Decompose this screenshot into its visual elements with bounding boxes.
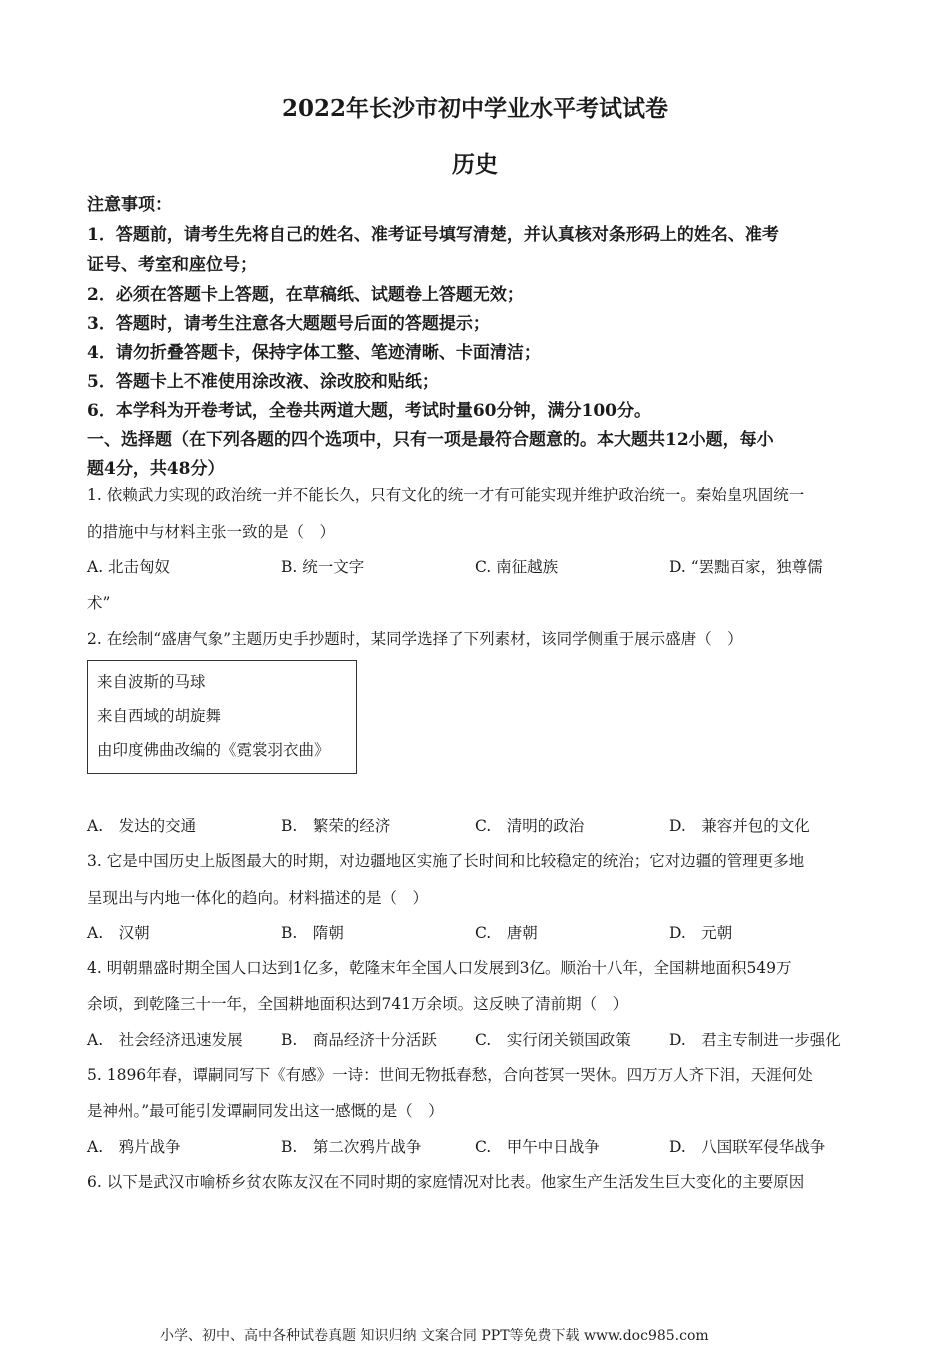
- option-b: B. 第二次鸦片战争: [281, 1138, 422, 1156]
- option-d: D. 八国联军侵华战争: [669, 1138, 826, 1156]
- subject-title: 历史: [452, 151, 498, 178]
- option-b: B. 隋朝: [281, 924, 344, 942]
- notice-item: 6．本学科为开卷考试，全卷共两道大题，考试时量60分钟，满分100分。: [87, 401, 651, 421]
- question-stem: 的措施中与材料主张一致的是（ ）: [87, 523, 336, 541]
- material-line: 由印度佛曲改编的《霓裳羽衣曲》: [97, 741, 330, 759]
- question-stem: 5. 1896年春，谭嗣同写下《有感》一诗：世间无物抵春愁，合向苍冥一哭休。四万万人齐下泪，天涯何处: [87, 1066, 813, 1084]
- notice-item: 1．答题前，请考生先将自己的姓名、准考证号填写清楚，并认真核对条形码上的姓名、准考: [87, 225, 779, 245]
- page-footer: 小学、初中、高中各种试卷真题 知识归纳 文案合同 PPT等免费下载 www.doc985.com: [160, 1328, 709, 1344]
- notice-item: 5．答题卡上不准使用涂改液、涂改胶和贴纸；: [87, 372, 439, 392]
- option-a: A. 汉朝: [87, 924, 150, 942]
- notice-item: 证号、考室和座位号；: [87, 255, 257, 275]
- option-b: B. 商品经济十分活跃: [281, 1031, 437, 1049]
- question-stem: 6. 以下是武汉市喻桥乡贫农陈友汉在不同时期的家庭情况对比表。他家生产生活发生巨大变化的主要原因: [87, 1173, 805, 1191]
- notice-item: 3．答题时，请考生注意各大题题号后面的答题提示；: [87, 314, 490, 334]
- option-b: B. 统一文字: [281, 558, 365, 576]
- notice-item: 4．请勿折叠答题卡，保持字体工整、笔迹清晰、卡面清洁；: [87, 343, 541, 363]
- section-heading-cont: 题4分，共48分）: [87, 459, 225, 479]
- question-stem: 是神州。”最可能引发谭嗣同发出这一感慨的是（ ）: [87, 1102, 444, 1120]
- option-d: D. 元朝: [669, 924, 733, 942]
- option-c: C. 清明的政治: [475, 817, 585, 835]
- notice-heading: 注意事项：: [87, 195, 172, 215]
- question-stem: 2. 在绘制“盛唐气象”主题历史手抄题时，某同学选择了下列素材，该同学侧重于展示盛唐（ ）: [87, 630, 743, 648]
- material-box: [87, 660, 357, 774]
- option-d-cont: 术”: [87, 594, 111, 612]
- option-a: A. 北击匈奴: [87, 558, 171, 576]
- option-c: C. 唐朝: [475, 924, 538, 942]
- question-stem: 余顷，到乾隆三十一年，全国耕地面积达到741万余顷。这反映了清前期（ ）: [87, 995, 629, 1013]
- option-b: B. 繁荣的经济: [281, 817, 391, 835]
- section-heading: 一、选择题（在下列各题的四个选项中，只有一项是最符合题意的。本大题共12小题，每小: [87, 430, 774, 450]
- exam-title: 2022年长沙市初中学业水平考试试卷: [281, 95, 668, 122]
- option-c: C. 南征越族: [475, 558, 559, 576]
- question-stem: 4. 明朝鼎盛时期全国人口达到1亿多，乾隆末年全国人口发展到3亿。顺治十八年，全国耕地面积549万: [87, 959, 792, 977]
- option-a: A. 发达的交通: [87, 817, 197, 835]
- option-d: D. “罢黜百家，独尊儒: [669, 558, 823, 576]
- question-stem: 3. 它是中国历史上版图最大的时期，对边疆地区实施了长时间和比较稳定的统治；它对边疆的管理更多地: [87, 852, 805, 870]
- option-a: A. 鸦片战争: [87, 1138, 181, 1156]
- option-d: D. 君主专制进一步强化: [669, 1031, 841, 1049]
- question-stem: 1. 依赖武力实现的政治统一并不能长久，只有文化的统一才有可能实现并维护政治统一。秦始皇巩固统一: [87, 486, 805, 504]
- option-d: D. 兼容并包的文化: [669, 817, 810, 835]
- material-line: 来自波斯的马球: [97, 673, 206, 691]
- option-c: C. 实行闭关锁国政策: [475, 1031, 631, 1049]
- option-c: C. 甲午中日战争: [475, 1138, 600, 1156]
- notice-item: 2．必须在答题卡上答题，在草稿纸、试题卷上答题无效；: [87, 285, 524, 305]
- question-stem: 呈现出与内地一体化的趋向。材料描述的是（ ）: [87, 889, 429, 907]
- material-line: 来自西域的胡旋舞: [97, 707, 222, 725]
- option-a: A. 社会经济迅速发展: [87, 1031, 243, 1049]
